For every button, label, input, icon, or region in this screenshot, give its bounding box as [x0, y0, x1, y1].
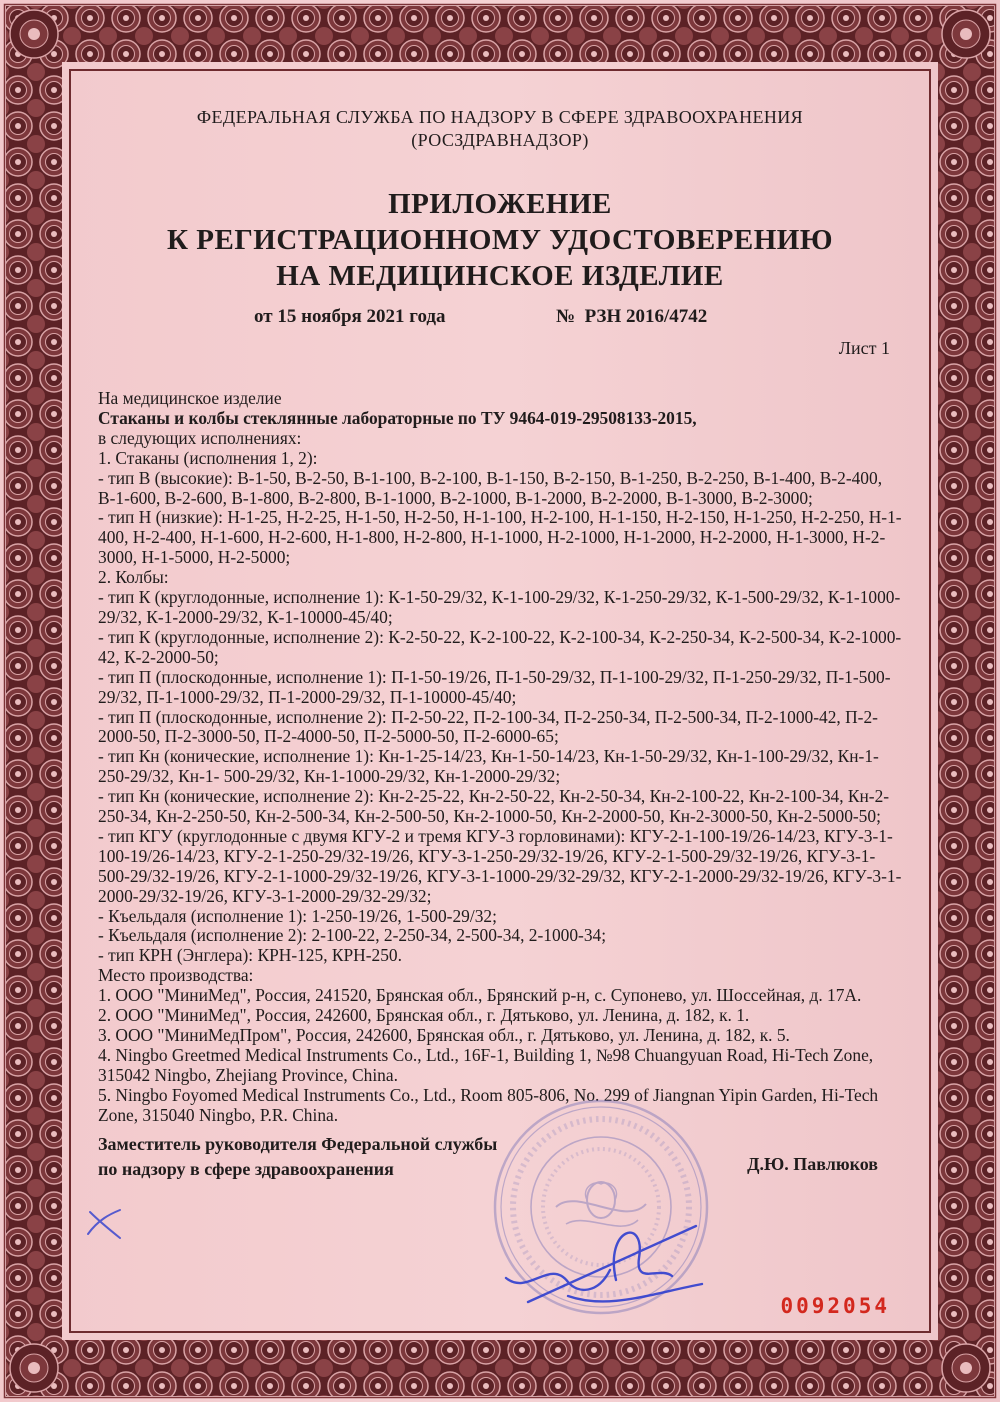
authority-short-name: (РОСЗДРАВНАДЗОР): [411, 130, 589, 150]
document-content: [98, 106, 902, 1182]
body-paragraph: - тип П (плоскодонные, исполнение 1): П-1-50-19/26, П-1-50-29/32, П-1-100-29/32, П-1-250-29/32, П-1-500-29/32, П-1-1000-29/32, П-1-2000-29/32, П-1-10000-45/40;: [98, 666, 891, 707]
body-paragraph: Место производства:: [98, 965, 254, 986]
versions-note: в следующих исполнениях:: [98, 427, 302, 448]
issue-date: от 15 ноября 2021 года: [254, 306, 446, 327]
production-site: 1. ООО "МиниМед", Россия, 241520, Брянская обл., Брянский р-н, с. Супонево, ул. Шоссейная, д. 17А.: [98, 985, 862, 1006]
body-paragraph: - тип КРН (Энглера): КРН-125, КРН-250.: [98, 945, 402, 966]
document-body: [98, 389, 902, 1126]
body-paragraph: - тип К (круглодонные, исполнение 1): К-1-50-29/32, К-1-100-29/32, К-1-250-29/32, К-1-500-29/32, К-1-1000-29/32, К-1-2000-29/32, К-1-10000-45/40;: [98, 587, 901, 627]
title-line-1: ПРИЛОЖЕНИЕ: [388, 188, 612, 220]
body-paragraph: - Къельдаля (исполнение 1): 1-250-19/26, 1-500-29/32;: [98, 905, 497, 926]
signature-block: [98, 1132, 902, 1182]
meta-row: [98, 306, 902, 336]
body-paragraph: - тип К (круглодонные, исполнение 2): К-2-50-22, К-2-100-22, К-2-100-34, К-2-250-34, К-2-500-34, К-2-1000-42, К-2-2000-50;: [98, 626, 902, 667]
title-line-2: К РЕГИСТРАЦИОННОМУ УДОСТОВЕРЕНИЮ: [166, 224, 833, 256]
body-paragraph: - тип Кн (конические, исполнение 1): Кн-1-25-14/23, Кн-1-50-14/23, Кн-1-50-29/32, Кн-1-100-29/32, Кн-1-250-29/32, Кн-1- 500-29/32, Кн-1-1000-29/32, Кн-1-2000-29/32;: [98, 746, 879, 787]
registration-number: № РЗН 2016/4742: [556, 306, 708, 327]
body-paragraph: - Къельдаля (исполнение 2): 2-100-22, 2-250-34, 2-500-34, 2-1000-34;: [98, 925, 607, 946]
production-site: 4. Ningbo Greetmed Medical Instruments Co., Ltd., 16F-1, Building 1, №98 Chuangyuan Road, Hi-Tech Zone, 315042 Ningbo, Zhejiang Province, China.: [98, 1044, 874, 1085]
serial-number: 0092054: [780, 1294, 890, 1318]
document-title: [98, 186, 902, 294]
body-paragraph: - тип П (плоскодонные, исполнение 2): П-2-50-22, П-2-100-34, П-2-250-34, П-2-500-34, П-2-1000-42, П-2-2000-50, П-2-3000-50, П-2-4000-50, П-2-5000-50, П-2-6000-65;: [98, 706, 878, 747]
body-paragraph: - тип Кн (конические, исполнение 2): Кн-2-25-22, Кн-2-50-22, Кн-2-50-34, Кн-2-100-22, Кн-2-100-34, Кн-2-250-34, Кн-2-250-50, Кн-2-500-34, Кн-2-500-50, Кн-2-1000-50, Кн-2-2000-50, Кн-2-3000-50, Кн-2-5000-50;: [98, 786, 890, 827]
authority-name: ФЕДЕРАЛЬНАЯ СЛУЖБА ПО НАДЗОРУ В СФЕРЕ ЗДРАВООХРАНЕНИЯ: [196, 107, 804, 127]
body-paragraph: 2. Колбы:: [98, 567, 169, 588]
title-line-3: НА МЕДИЦИНСКОЕ ИЗДЕЛИЕ: [276, 260, 724, 292]
production-site: 3. ООО "МиниМедПром", Россия, 242600, Брянская обл., г. Дятьково, ул. Ленина, д. 182, к. 5.: [98, 1025, 790, 1045]
signatory-position-line-1: Заместитель руководителя Федеральной службы: [98, 1133, 498, 1154]
product-name: Стаканы и колбы стеклянные лабораторные по ТУ 9464-019-29508133-2015,: [98, 407, 697, 428]
signatory-position-line-2: по надзору в сфере здравоохранения: [98, 1158, 394, 1179]
signatory-position: [98, 1132, 497, 1182]
sheet-number: Лист 1: [838, 338, 890, 358]
body-intro: На медицинское изделие: [98, 388, 282, 408]
production-site: 2. ООО "МиниМед", Россия, 242600, Брянская обл., г. Дятьково, ул. Ленина, д. 182, к. 1.: [98, 1005, 750, 1026]
body-paragraph: 1. Стаканы (исполнения 1, 2):: [98, 447, 318, 468]
signatory-name: Д.Ю. Павлюков: [747, 1153, 878, 1174]
issuing-authority: [98, 106, 902, 152]
body-paragraph: - тип КГУ (круглодонные с двумя КГУ-2 и тремя КГУ-3 горловинами): КГУ-2-1-100-19/26-14/23, КГУ-3-1-100-19/26-14/23, КГУ-2-1-250-29/32-19/26, КГУ-3-1-250-29/32-19/26, КГУ-2-1-500-29/32-19/26, КГУ-3-1-500-29/32-19/26, КГУ-2-1-1000-29/32-19/26, КГУ-3-1-1000-29/32-29/32, КГУ-2-1-2000-29/32-19/26, КГУ-3-1-2000-29/32-19/26, КГУ-3-1-2000-29/32-29/32;: [98, 825, 902, 906]
body-paragraph: - тип В (высокие): В-1-50, В-2-50, В-1-100, В-2-100, В-1-150, В-2-150, В-1-250, В-2-250, В-1-400, В-2-400, В-1-600, В-2-600, В-1-800, В-2-800, В-1-1000, В-2-1000, В-1-2000, В-2-2000, В-1-3000, В-2-3000;: [98, 467, 883, 508]
production-site: 5. Ningbo Foyomed Medical Instruments Co., Ltd., Room 805-806, No. 299 of Jiangnan Yipin Garden, Hi-Tech Zone, 315040 Ningbo, P.R. China.: [98, 1084, 879, 1125]
body-paragraph: - тип Н (низкие): Н-1-25, Н-2-25, Н-1-50, Н-2-50, Н-1-100, Н-2-100, Н-1-150, Н-2-150, Н-1-250, Н-2-250, Н-1-400, Н-2-400, Н-1-600, Н-2-600, Н-1-800, Н-2-800, Н-1-1000, Н-2-1000, Н-1-2000, Н-2-2000, Н-1-3000, Н-2-3000, Н-1-5000, Н-2-5000;: [98, 507, 902, 568]
